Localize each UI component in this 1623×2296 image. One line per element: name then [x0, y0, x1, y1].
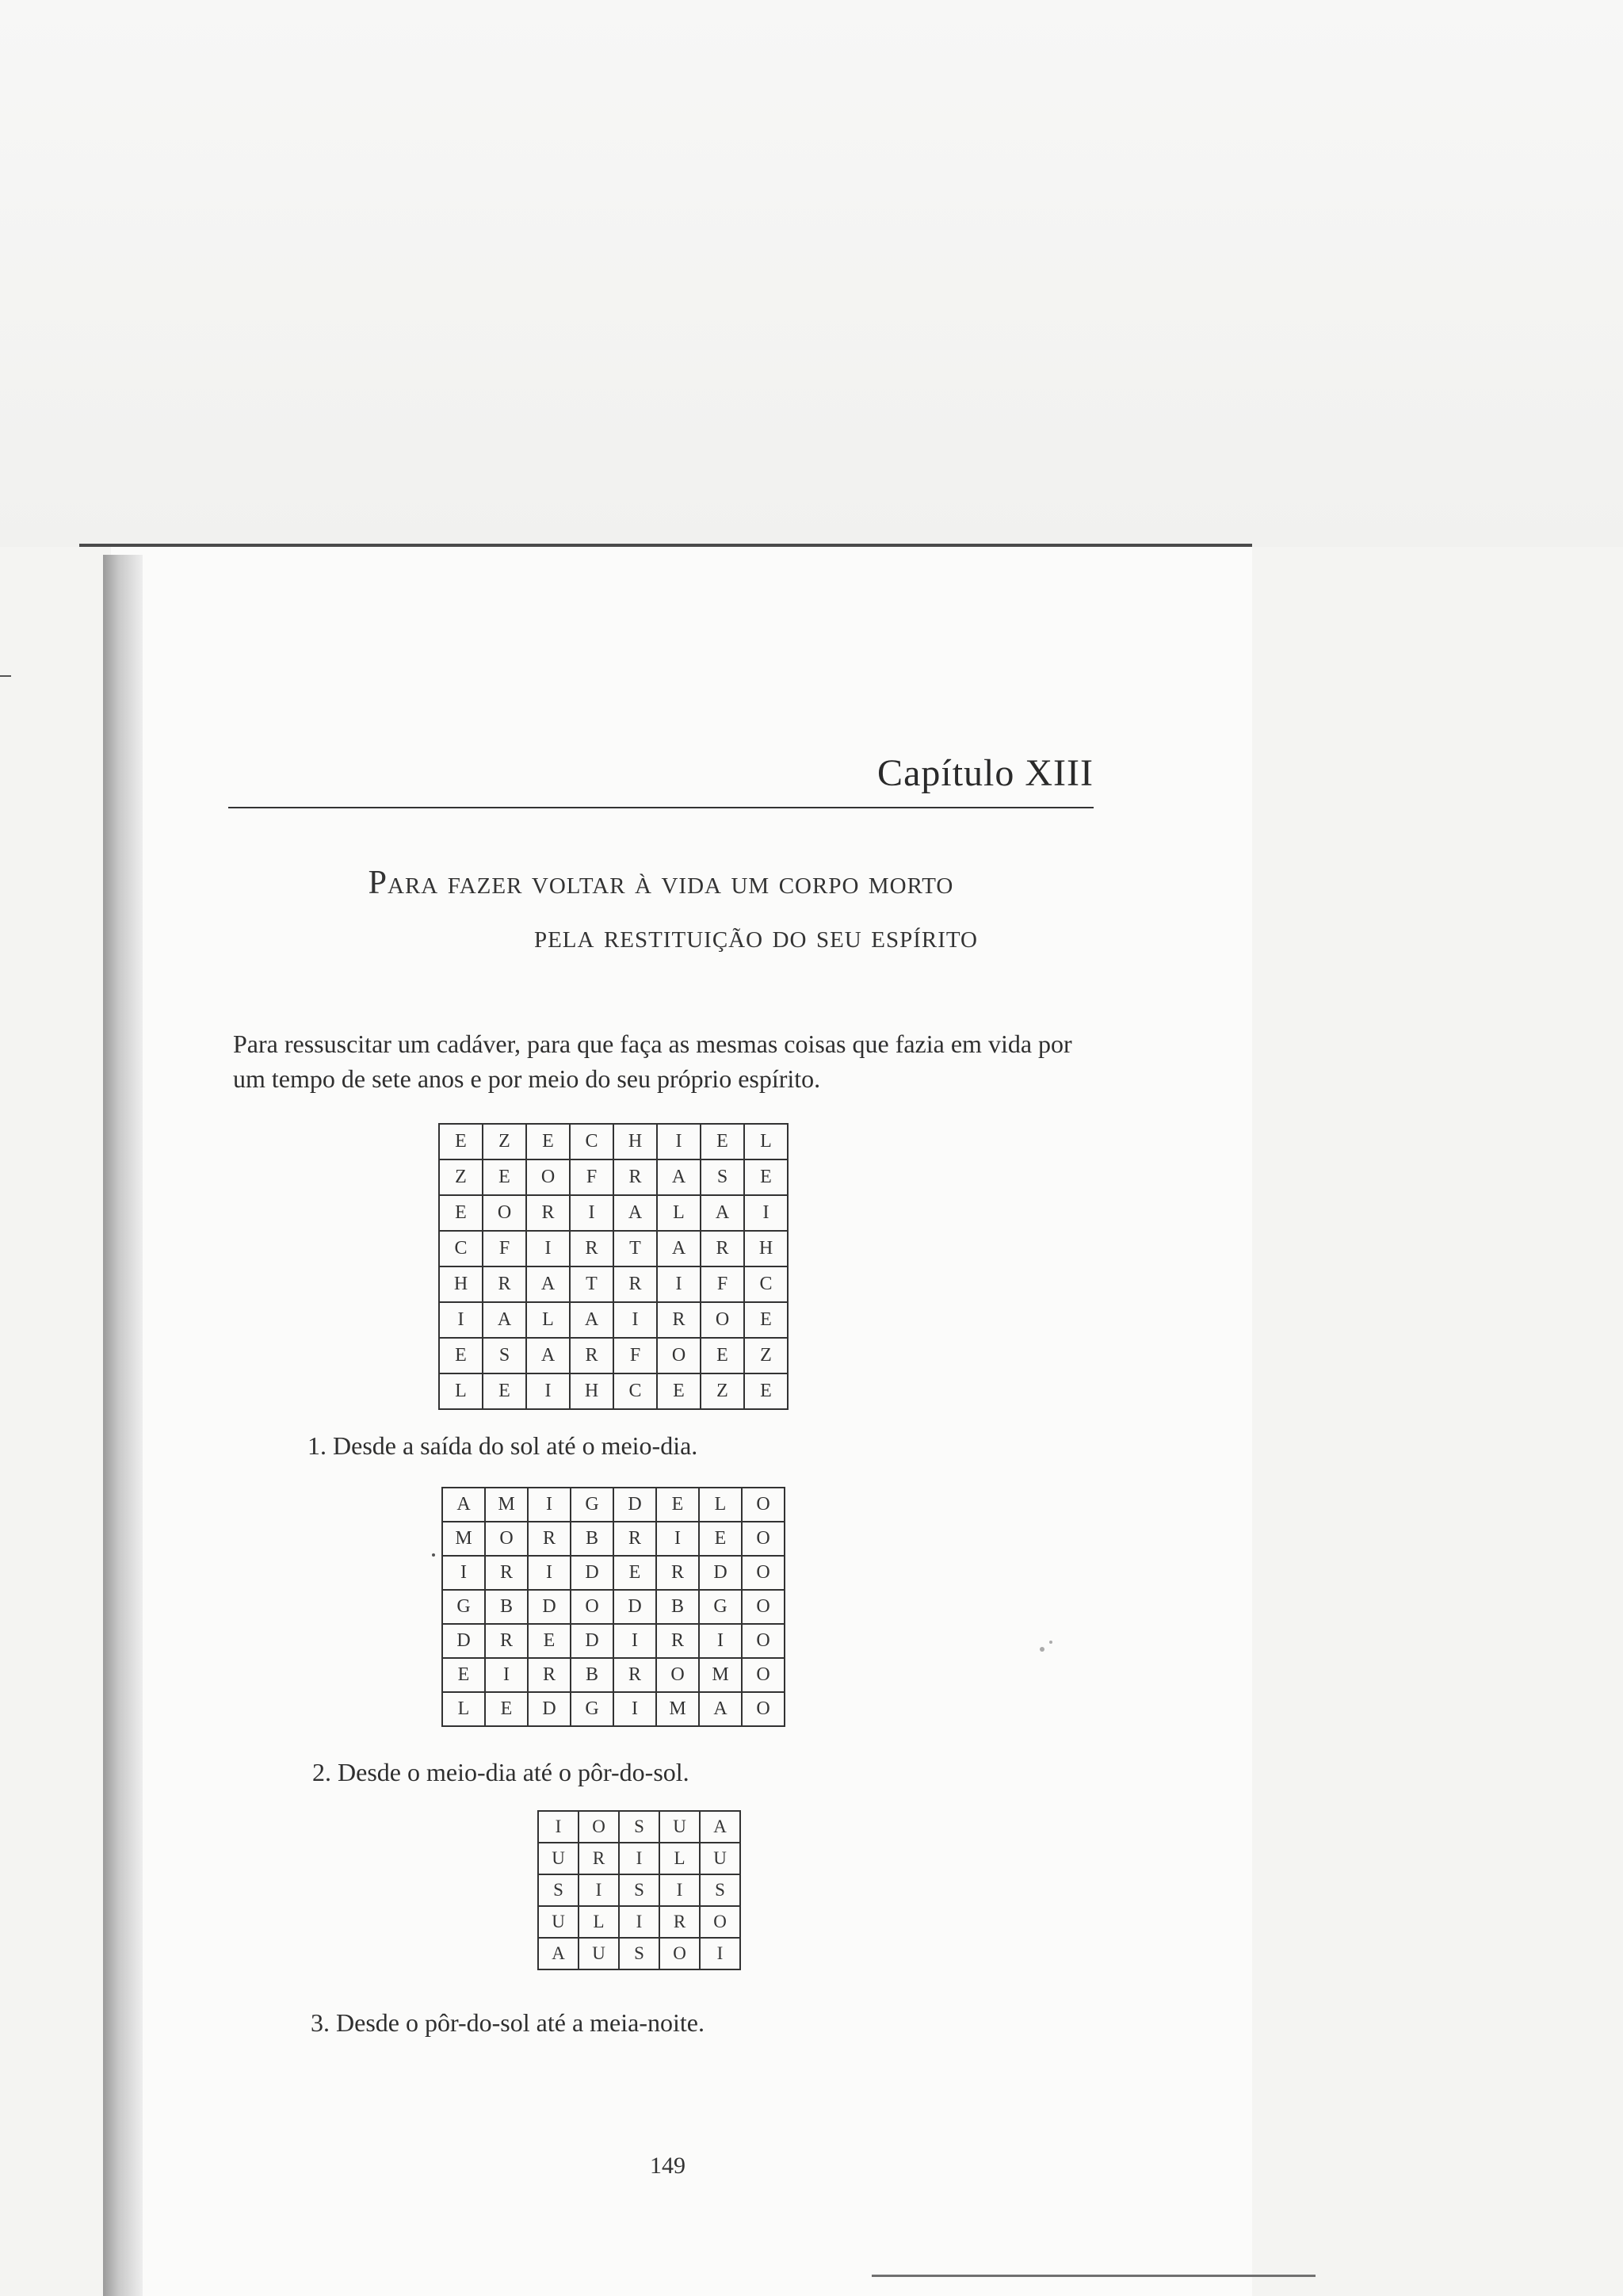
grid-cell: R — [613, 1266, 657, 1302]
grid-cell: E — [526, 1124, 570, 1159]
square-3-caption: 3. Desde o pôr-do-sol até a meia-noite. — [311, 2008, 705, 2037]
grid-cell: O — [659, 1938, 700, 1969]
grid-cell: L — [744, 1124, 788, 1159]
grid-cell: A — [613, 1195, 657, 1231]
grid-cell: O — [742, 1658, 785, 1692]
grid-cell: C — [613, 1373, 657, 1409]
grid-cell: S — [619, 1811, 659, 1843]
grid-cell: E — [439, 1195, 483, 1231]
grid-cell: I — [526, 1373, 570, 1409]
grid-cell: I — [619, 1843, 659, 1874]
grid-cell: F — [483, 1231, 526, 1266]
grid-cell: R — [701, 1231, 744, 1266]
grid-cell: A — [657, 1231, 701, 1266]
grid-cell: I — [570, 1195, 613, 1231]
grid-cell: G — [571, 1488, 613, 1522]
grid-cell: C — [439, 1231, 483, 1266]
grid-row — [442, 1624, 785, 1658]
grid-cell: S — [700, 1874, 740, 1906]
grid-cell: A — [701, 1195, 744, 1231]
grid-cell: E — [613, 1556, 656, 1590]
grid-cell: A — [526, 1338, 570, 1373]
grid-row — [442, 1590, 785, 1624]
grid-cell: D — [699, 1556, 742, 1590]
grid-cell: M — [699, 1658, 742, 1692]
upper-blank-sheet — [0, 0, 1623, 547]
grid-cell: R — [613, 1159, 657, 1195]
grid-cell: C — [744, 1266, 788, 1302]
grid-cell: F — [701, 1266, 744, 1302]
grid-cell: D — [613, 1590, 656, 1624]
grid-row — [439, 1231, 788, 1266]
grid-cell: I — [700, 1938, 740, 1969]
scan-speck — [432, 1553, 435, 1557]
grid-cell: R — [657, 1302, 701, 1338]
grid-cell: O — [571, 1590, 613, 1624]
grid-cell: S — [483, 1338, 526, 1373]
grid-cell: B — [656, 1590, 699, 1624]
grid-cell: E — [701, 1124, 744, 1159]
grid-cell: O — [701, 1302, 744, 1338]
grid-cell: O — [742, 1624, 785, 1658]
grid-row — [439, 1373, 788, 1409]
grid-cell: I — [439, 1302, 483, 1338]
chapter-rule — [228, 807, 1094, 808]
grid-cell: I — [526, 1231, 570, 1266]
grid-cell: R — [526, 1195, 570, 1231]
grid-cell: H — [439, 1266, 483, 1302]
grid-cell: R — [528, 1522, 571, 1556]
grid-cell: O — [742, 1522, 785, 1556]
grid-cell: I — [657, 1124, 701, 1159]
grid-row — [439, 1124, 788, 1159]
grid-cell: O — [483, 1195, 526, 1231]
grid-cell: F — [613, 1338, 657, 1373]
grid-cell: Z — [483, 1124, 526, 1159]
grid-cell: E — [656, 1488, 699, 1522]
grid-row — [442, 1556, 785, 1590]
square-1-caption: 1. Desde a saída do sol até o meio-dia. — [307, 1431, 698, 1460]
grid-cell: I — [538, 1811, 579, 1843]
chapter-title-line-2: pela restituição do seu espírito — [533, 919, 979, 955]
grid-cell: I — [744, 1195, 788, 1231]
grid-cell: R — [570, 1231, 613, 1266]
grid-cell: Z — [744, 1338, 788, 1373]
grid-row — [442, 1488, 785, 1522]
grid-cell: D — [613, 1488, 656, 1522]
grid-row — [538, 1906, 740, 1938]
grid-cell: R — [483, 1266, 526, 1302]
grid-cell: M — [485, 1488, 528, 1522]
grid-row — [442, 1522, 785, 1556]
grid-cell: R — [570, 1338, 613, 1373]
magic-square-1 — [438, 1123, 789, 1410]
grid-cell: C — [570, 1124, 613, 1159]
grid-cell: B — [485, 1590, 528, 1624]
grid-cell: A — [526, 1266, 570, 1302]
grid-row — [538, 1874, 740, 1906]
grid-cell: B — [571, 1658, 613, 1692]
grid-cell: L — [439, 1373, 483, 1409]
chapter-title — [228, 856, 1094, 964]
grid-cell: U — [700, 1843, 740, 1874]
grid-cell: E — [442, 1658, 485, 1692]
grid-cell: R — [613, 1522, 656, 1556]
grid-cell: L — [526, 1302, 570, 1338]
grid-cell: S — [619, 1938, 659, 1969]
grid-cell: E — [701, 1338, 744, 1373]
grid-cell: I — [613, 1624, 656, 1658]
grid-cell: O — [700, 1906, 740, 1938]
grid-cell: T — [570, 1266, 613, 1302]
grid-cell: A — [538, 1938, 579, 1969]
grid-cell: U — [538, 1843, 579, 1874]
intro-paragraph: Para ressuscitar um cadáver, para que faça as mesmas coisas que fazia em vida por um tempo de sete anos e por meio do seu próprio espírito. — [233, 1030, 1072, 1093]
square-2-caption: 2. Desde o meio-dia até o pôr-do-sol. — [312, 1758, 689, 1786]
grid-cell: E — [485, 1692, 528, 1726]
grid-cell: A — [570, 1302, 613, 1338]
grid-cell: I — [442, 1556, 485, 1590]
grid-cell: E — [439, 1124, 483, 1159]
grid-cell: O — [742, 1556, 785, 1590]
grid-cell: E — [483, 1373, 526, 1409]
grid-cell: U — [659, 1811, 700, 1843]
grid-cell: H — [570, 1373, 613, 1409]
grid-row — [538, 1938, 740, 1969]
grid-cell: I — [613, 1302, 657, 1338]
magic-square-2 — [441, 1487, 785, 1727]
grid-cell: E — [483, 1159, 526, 1195]
chapter-title-line-1: Para fazer voltar à vida um corpo morto — [368, 865, 954, 901]
grid-cell: O — [742, 1692, 785, 1726]
grid-row — [442, 1692, 785, 1726]
grid-cell: S — [538, 1874, 579, 1906]
grid-cell: O — [657, 1338, 701, 1373]
grid-cell: Z — [439, 1159, 483, 1195]
grid-cell: E — [699, 1522, 742, 1556]
grid-cell: E — [439, 1338, 483, 1373]
grid-cell: L — [657, 1195, 701, 1231]
grid-cell: O — [656, 1658, 699, 1692]
scan-speck — [1040, 1647, 1044, 1652]
grid-cell: R — [613, 1658, 656, 1692]
grid-cell: L — [442, 1692, 485, 1726]
grid-cell: I — [656, 1522, 699, 1556]
grid-cell: F — [570, 1159, 613, 1195]
grid-cell: I — [657, 1266, 701, 1302]
grid-row — [439, 1195, 788, 1231]
grid-cell: L — [579, 1906, 619, 1938]
grid-cell: G — [699, 1590, 742, 1624]
grid-cell: O — [742, 1488, 785, 1522]
page-number: 149 — [650, 2153, 685, 2179]
grid-cell: R — [656, 1556, 699, 1590]
grid-cell: Z — [701, 1373, 744, 1409]
grid-cell: U — [579, 1938, 619, 1969]
grid-cell: E — [744, 1373, 788, 1409]
grid-cell: O — [579, 1811, 619, 1843]
grid-cell: H — [613, 1124, 657, 1159]
grid-row — [442, 1658, 785, 1692]
scan-speck — [1049, 1641, 1052, 1644]
grid-cell: D — [571, 1624, 613, 1658]
grid-cell: A — [483, 1302, 526, 1338]
grid-cell: I — [699, 1624, 742, 1658]
grid-cell: B — [571, 1522, 613, 1556]
grid-cell: I — [613, 1692, 656, 1726]
grid-cell: E — [744, 1302, 788, 1338]
grid-cell: I — [579, 1874, 619, 1906]
grid-cell: D — [528, 1692, 571, 1726]
grid-row — [439, 1338, 788, 1373]
grid-cell: I — [528, 1488, 571, 1522]
grid-cell: E — [657, 1373, 701, 1409]
grid-cell: G — [442, 1590, 485, 1624]
grid-row — [538, 1843, 740, 1874]
grid-cell: D — [528, 1590, 571, 1624]
grid-row — [439, 1159, 788, 1195]
scan-mark — [0, 675, 11, 677]
grid-cell: A — [657, 1159, 701, 1195]
grid-cell: S — [619, 1874, 659, 1906]
grid-cell: T — [613, 1231, 657, 1266]
grid-cell: R — [528, 1658, 571, 1692]
grid-cell: A — [699, 1692, 742, 1726]
grid-cell: M — [656, 1692, 699, 1726]
grid-cell: I — [528, 1556, 571, 1590]
grid-cell: E — [744, 1159, 788, 1195]
grid-cell: M — [442, 1522, 485, 1556]
grid-cell: G — [571, 1692, 613, 1726]
grid-cell: L — [659, 1843, 700, 1874]
grid-cell: U — [538, 1906, 579, 1938]
grid-cell: I — [619, 1906, 659, 1938]
grid-cell: S — [701, 1159, 744, 1195]
grid-cell: L — [699, 1488, 742, 1522]
grid-cell: R — [659, 1906, 700, 1938]
grid-cell: R — [656, 1624, 699, 1658]
grid-row — [439, 1302, 788, 1338]
magic-square-3 — [537, 1810, 741, 1970]
grid-cell: R — [485, 1556, 528, 1590]
page-bottom-edge — [872, 2275, 1316, 2277]
grid-cell: O — [742, 1590, 785, 1624]
spine-shadow — [103, 555, 143, 2296]
grid-cell: D — [442, 1624, 485, 1658]
grid-cell: E — [528, 1624, 571, 1658]
grid-cell: I — [485, 1658, 528, 1692]
grid-cell: H — [744, 1231, 788, 1266]
grid-cell: R — [485, 1624, 528, 1658]
grid-cell: I — [659, 1874, 700, 1906]
grid-row — [538, 1811, 740, 1843]
grid-row — [439, 1266, 788, 1302]
chapter-heading: Capítulo XIII — [877, 752, 1094, 794]
grid-cell: O — [485, 1522, 528, 1556]
grid-cell: O — [526, 1159, 570, 1195]
grid-cell: A — [442, 1488, 485, 1522]
grid-cell: R — [579, 1843, 619, 1874]
grid-cell: A — [700, 1811, 740, 1843]
grid-cell: D — [571, 1556, 613, 1590]
